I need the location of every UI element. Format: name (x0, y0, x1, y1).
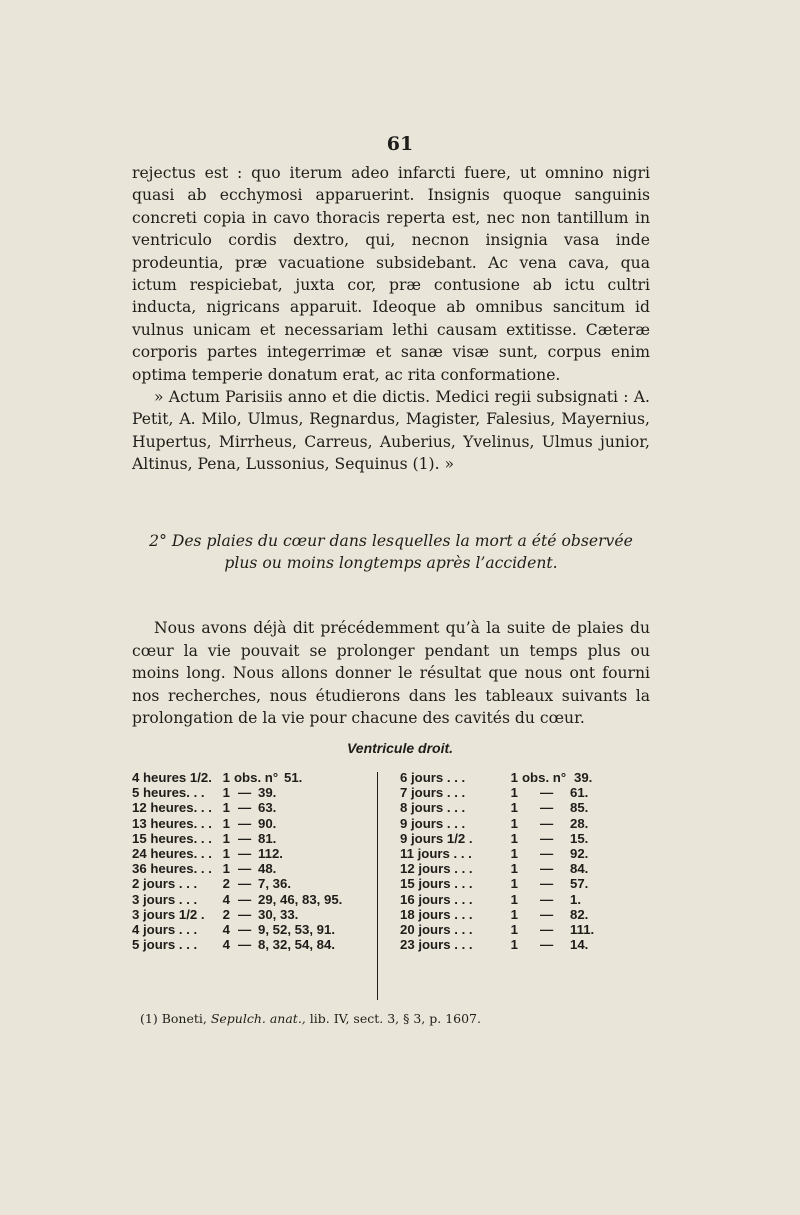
latin-text-block (132, 162, 650, 476)
count-cell: 2 (222, 906, 230, 922)
table-row (400, 846, 652, 861)
table-row (132, 907, 364, 922)
duration-cell: 16 jours . . . (400, 891, 473, 907)
observation-numbers-cell: 84. (570, 861, 589, 877)
obs-label-cell: obs. n° (234, 770, 279, 785)
duration-cell: 8 jours . . . (400, 800, 466, 816)
count-cell: 1 (510, 815, 518, 831)
count-cell: 1 (222, 830, 230, 846)
observation-numbers-cell: 29, 46, 83, 95. (258, 891, 343, 907)
observation-numbers-cell: 81. (258, 830, 277, 846)
count-cell: 4 (222, 921, 230, 937)
table-row (132, 846, 364, 861)
table-row (400, 800, 652, 815)
count-cell: 4 (222, 891, 230, 907)
ditto-dash-cell: — (540, 830, 554, 846)
observation-numbers-cell: 63. (258, 800, 277, 816)
ditto-dash-cell: — (238, 876, 252, 892)
table-left-column (132, 770, 364, 952)
count-cell: 2 (222, 876, 230, 892)
observation-numbers-cell: 82. (570, 906, 589, 922)
table-row (400, 861, 652, 876)
ditto-dash-cell: — (540, 906, 554, 922)
count-cell: 1 (222, 770, 230, 785)
latin-paragraph: rejectus est : quo iterum adeo infarcti fuere, ut omnino nigri quasi ab ecchymosi apparuerint. Insignis quoque sanguinis concreti copia in cavo thoracis reperta est, nec non tantillum in ventriculo cordis dextro, qui, necnon insignia vasa inde prodeuntia, præ vacuatione subsidebant. Ac vena cava, qua ictum respiciebat, juxta cor, præ contusione ab ictu cultri inducta, nigricans apparuit. Ideoque ab omnibus sancitum id vulnus unicam et necessariam lethi causam extitisse. Cæteræ corporis partes integerrimæ et sanæ visæ sunt, corpus enim optima temperie donatum erat, ac rita conformatione. (132, 164, 650, 384)
ditto-dash-cell: — (540, 876, 554, 892)
count-cell: 1 (510, 921, 518, 937)
count-cell: 1 (510, 785, 518, 801)
table-row (132, 892, 364, 907)
observation-numbers-cell: 51. (284, 770, 303, 785)
signatories-paragraph: » Actum Parisiis anno et die dictis. Medici regii subsignati : A. Petit, A. Milo, Ulmus, Regnardus, Magister, Falesius, Mayernius, Hupertus, Mirrheus, Carreus, Auberius, Yvelinus, Ulmus junior, Altinus, Pena, Lussonius, Sequinus (1). » (132, 388, 650, 474)
ditto-dash-cell: — (540, 921, 554, 937)
table-row (132, 800, 364, 815)
observation-numbers-cell: 39. (258, 785, 277, 801)
obs-label-cell: obs. n° (522, 770, 567, 785)
table-row (400, 922, 652, 937)
duration-cell: 5 jours . . . (132, 937, 198, 953)
table-row (132, 922, 364, 937)
duration-cell: 23 jours . . . (400, 937, 473, 953)
footnote-marker: (1) (140, 1011, 158, 1026)
count-cell: 1 (510, 906, 518, 922)
count-cell: 1 (222, 785, 230, 801)
count-cell: 1 (510, 770, 518, 785)
observation-numbers-cell: 61. (570, 785, 589, 801)
observation-numbers-cell: 9, 52, 53, 91. (258, 921, 335, 937)
ditto-dash-cell: — (238, 861, 252, 877)
french-paragraph: Nous avons déjà dit précédemment qu’à la suite de plaies du cœur la vie pouvait se prolonger pendant un temps plus ou moins long. Nous allons donner le résultat que nous ont fourni nos recherches, nous étudierons dans les tableaux suivants la prolongation de la vie pour chacune des cavités du cœur. (132, 619, 650, 728)
observation-numbers-cell: 111. (570, 921, 595, 937)
table-row (132, 785, 364, 800)
ditto-dash-cell: — (238, 937, 252, 953)
observation-numbers-cell: 48. (258, 861, 277, 877)
count-cell: 1 (222, 800, 230, 816)
footnote-work: Sepulch. anat., (210, 1011, 306, 1026)
observation-numbers-cell: 112. (258, 845, 283, 861)
observation-numbers-cell: 92. (570, 845, 589, 861)
observation-numbers-cell: 8, 32, 54, 84. (258, 937, 335, 953)
duration-cell: 4 heures 1/2. (132, 770, 212, 785)
observation-numbers-cell: 39. (574, 770, 593, 785)
duration-cell: 3 jours . . . (132, 891, 198, 907)
duration-cell: 24 heures. . . (132, 845, 212, 861)
footnote-reference: lib. IV, sect. 3, § 3, p. 1607. (309, 1011, 481, 1026)
duration-cell: 15 heures. . . (132, 830, 212, 846)
section-heading: 2° Des plaies du cœur dans lesquelles la mort a été observée plus ou moins longtemps après l’accident. (149, 532, 633, 572)
ditto-dash-cell: — (540, 861, 554, 877)
duration-cell: 9 jours 1/2 . (400, 830, 473, 846)
observation-numbers-cell: 15. (570, 830, 589, 846)
count-cell: 1 (510, 800, 518, 816)
table-row (400, 937, 652, 952)
observation-numbers-cell: 90. (258, 815, 277, 831)
ditto-dash-cell: — (238, 906, 252, 922)
observation-numbers-cell: 1. (570, 891, 581, 907)
count-cell: 1 (222, 845, 230, 861)
duration-cell: 7 jours . . . (400, 785, 466, 801)
duration-cell: 2 jours . . . (132, 876, 198, 892)
observation-numbers-cell: 14. (570, 937, 589, 953)
ditto-dash-cell: — (238, 845, 252, 861)
footnote (140, 1011, 660, 1027)
table-row (400, 907, 652, 922)
count-cell: 1 (510, 861, 518, 877)
duration-cell: 13 heures. . . (132, 815, 212, 831)
ditto-dash-cell: — (540, 891, 554, 907)
ditto-dash-cell: — (238, 891, 252, 907)
duration-cell: 18 jours . . . (400, 906, 473, 922)
ditto-dash-cell: — (238, 921, 252, 937)
ditto-dash-cell: — (540, 845, 554, 861)
duration-cell: 20 jours . . . (400, 921, 473, 937)
count-cell: 1 (510, 891, 518, 907)
ditto-dash-cell: — (238, 800, 252, 816)
duration-cell: 12 heures. . . (132, 800, 212, 816)
ditto-dash-cell: — (238, 785, 252, 801)
table-row (400, 785, 652, 800)
duration-cell: 5 heures. . . (132, 785, 205, 801)
duration-cell: 3 jours 1/2 . (132, 906, 205, 922)
table-row (400, 816, 652, 831)
count-cell: 1 (222, 815, 230, 831)
ditto-dash-cell: — (540, 800, 554, 816)
observation-numbers-cell: 7, 36. (258, 876, 291, 892)
duration-cell: 6 jours . . . (400, 770, 466, 785)
duration-cell: 12 jours . . . (400, 861, 473, 877)
count-cell: 1 (222, 861, 230, 877)
table-row (132, 876, 364, 891)
count-cell: 4 (222, 937, 230, 953)
table-row (400, 831, 652, 846)
table-row (132, 770, 364, 785)
duration-cell: 9 jours . . . (400, 815, 466, 831)
table-row (400, 892, 652, 907)
observation-numbers-cell: 28. (570, 815, 589, 831)
table-row (400, 876, 652, 891)
column-divider (377, 772, 378, 1000)
count-cell: 1 (510, 845, 518, 861)
table-row (132, 816, 364, 831)
page-number: 61 (386, 133, 414, 155)
ditto-dash-cell: — (540, 785, 554, 801)
count-cell: 1 (510, 830, 518, 846)
duration-cell: 15 jours . . . (400, 876, 473, 892)
footnote-author: Boneti, (161, 1011, 207, 1026)
ditto-dash-cell: — (238, 815, 252, 831)
duration-cell: 11 jours . . . (400, 845, 472, 861)
duration-cell: 4 jours . . . (132, 921, 198, 937)
observation-numbers-cell: 57. (570, 876, 589, 892)
table-row (132, 831, 364, 846)
observation-numbers-cell: 85. (570, 800, 589, 816)
table-caption: Ventricule droit. (346, 740, 454, 756)
count-cell: 1 (510, 876, 518, 892)
table-row (132, 937, 364, 952)
count-cell: 1 (510, 937, 518, 953)
ditto-dash-cell: — (238, 830, 252, 846)
table-right-column (400, 770, 652, 952)
observation-numbers-cell: 30, 33. (258, 906, 299, 922)
ditto-dash-cell: — (540, 937, 554, 953)
table-row (132, 861, 364, 876)
table-row (400, 770, 652, 785)
ditto-dash-cell: — (540, 815, 554, 831)
duration-cell: 36 heures. . . (132, 861, 212, 877)
